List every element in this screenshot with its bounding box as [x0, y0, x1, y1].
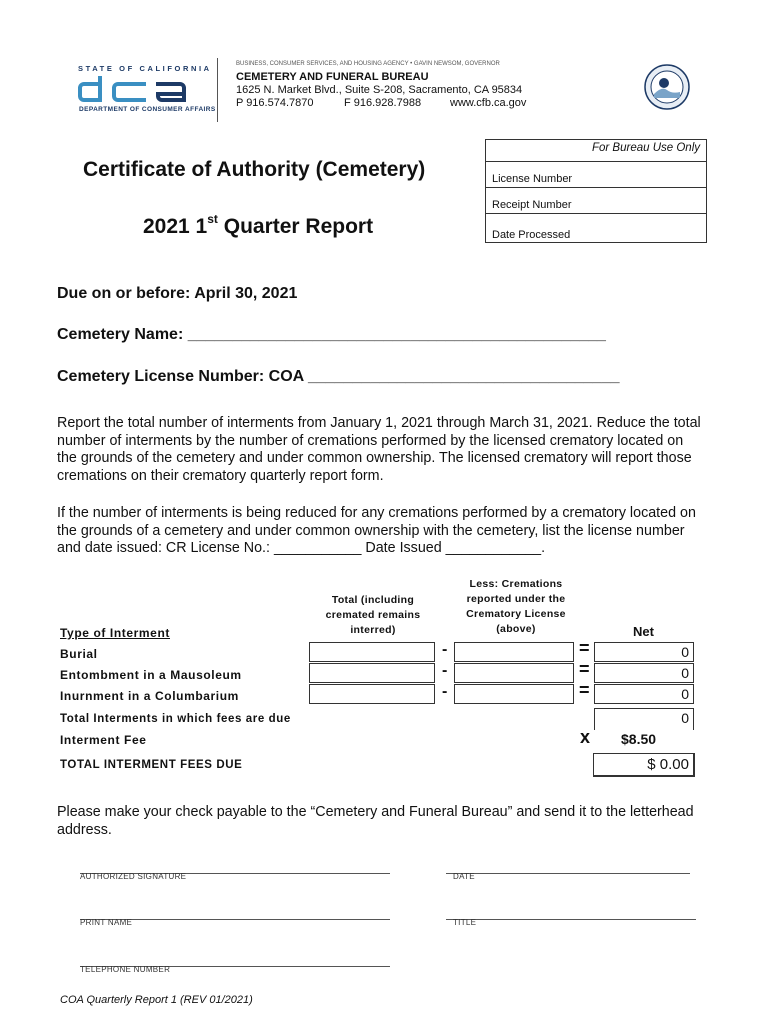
burial-less-input[interactable]	[454, 642, 574, 662]
row-label-entombment: Entombment in a Mausoleum	[60, 668, 242, 682]
title-year: 2021 1	[143, 215, 208, 238]
net-column-header: Net	[633, 624, 654, 639]
minus-sign: -	[442, 683, 448, 700]
report-period-title	[143, 212, 374, 239]
minus-sign: -	[442, 662, 448, 679]
logo-state-text: STATE OF CALIFORNIA	[78, 64, 212, 73]
license-number-field[interactable]	[486, 161, 706, 187]
page-title: Certificate of Authority (Cemetery)	[83, 158, 426, 181]
title-line[interactable]	[446, 919, 696, 920]
bureau-name: CEMETERY AND FUNERAL BUREAU	[236, 71, 429, 83]
cremation-reduction-paragraph: If the number of interments is being reduced for any cremations performed by a crematory located on the grounds of a cemetery and under common ownership with the cemetery, list the license number and date issued: CR License No.: ___________ Date Issued ____________.	[57, 505, 696, 556]
logo-dept-text: DEPARTMENT OF CONSUMER AFFAIRS	[79, 106, 216, 113]
instructions-paragraph: Report the total number of interments from January 1, 2021 through March 31, 2021. Reduce the total number of interments by the number of cremations performed by the licensed crematory located on the grounds of the cemetery and under common ownership. The licensed crematory will report those cremations on their crematory quarterly report form.	[57, 415, 701, 484]
authorized-signature-label: AUTHORIZED SIGNATURE	[80, 872, 187, 881]
equals-sign: =	[579, 638, 590, 658]
multiply-sign: x	[580, 727, 591, 747]
agency-line: BUSINESS, CONSUMER SERVICES, AND HOUSING AGENCY • GAVIN NEWSOM, GOVERNOR	[236, 61, 500, 67]
telephone-label: TELEPHONE NUMBER	[80, 965, 171, 974]
inurnment-net-value: 0	[594, 684, 694, 704]
title-label: TITLE	[453, 918, 477, 927]
bureau-contact	[236, 97, 526, 109]
equals-sign: =	[579, 659, 590, 679]
bureau-use-box	[485, 139, 707, 243]
license-number-label: License Number	[492, 173, 573, 185]
date-processed-label: Date Processed	[492, 229, 571, 241]
burial-net-value: 0	[594, 642, 694, 662]
total-column-header: Total (including cremated remains interred)	[325, 594, 421, 636]
cemetery-name-field[interactable]: Cemetery Name: _______________________________________________	[57, 326, 606, 343]
total-fees-due-value: $ 0.00	[593, 753, 695, 777]
bureau-address: 1625 N. Market Blvd., Suite S-208, Sacramento, CA 95834	[236, 84, 523, 96]
row-label-burial: Burial	[60, 647, 98, 661]
equals-sign: =	[579, 680, 590, 700]
burial-total-input[interactable]	[309, 642, 435, 662]
state-seal-icon	[644, 64, 690, 110]
bureau-use-heading: For Bureau Use Only	[591, 142, 700, 154]
bureau-fax: F 916.928.7988	[344, 97, 422, 109]
license-number-line[interactable]: Cemetery License Number: COA ___________________________________	[57, 368, 620, 385]
receipt-number-field[interactable]	[486, 187, 706, 213]
inurnment-less-input[interactable]	[454, 684, 574, 704]
letterhead-divider	[217, 58, 218, 122]
payment-note: Please make your check payable to the “Cemetery and Funeral Bureau” and send it to the letterhead address.	[57, 804, 694, 838]
date-line[interactable]	[446, 873, 690, 874]
due-date: Due on or before: April 30, 2021	[57, 285, 298, 302]
title-sup: st	[207, 212, 218, 226]
entombment-net-value: 0	[594, 663, 694, 683]
minus-sign: -	[442, 641, 448, 658]
entombment-total-input[interactable]	[309, 663, 435, 683]
total-interments-label: Total Interments in which fees are due	[60, 713, 291, 725]
less-column-header: Less: Cremations reported under the Crematory License (above)	[466, 578, 566, 635]
total-interments-value: 0	[594, 708, 694, 730]
receipt-number-label: Receipt Number	[492, 199, 572, 211]
interment-fee-label: Interment Fee	[60, 733, 147, 747]
date-processed-field[interactable]	[486, 213, 706, 242]
interment-fee-value: $8.50	[621, 731, 657, 747]
form-footer: COA Quarterly Report 1 (REV 01/2021)	[60, 994, 253, 1006]
row-label-inurnment: Inurnment in a Columbarium	[60, 689, 239, 703]
title-suffix: Quarter Report	[217, 215, 374, 238]
total-fees-due-label: TOTAL INTERMENT FEES DUE	[60, 759, 243, 771]
inurnment-total-input[interactable]	[309, 684, 435, 704]
entombment-less-input[interactable]	[454, 663, 574, 683]
date-label: DATE	[453, 872, 475, 881]
type-column-header: Type of Interment	[60, 626, 170, 640]
bureau-phone: P 916.574.7870	[236, 97, 314, 109]
dca-logo-icon	[76, 72, 204, 104]
bureau-website: www.cfb.ca.gov	[450, 97, 527, 109]
print-name-label: PRINT NAME	[80, 918, 133, 927]
